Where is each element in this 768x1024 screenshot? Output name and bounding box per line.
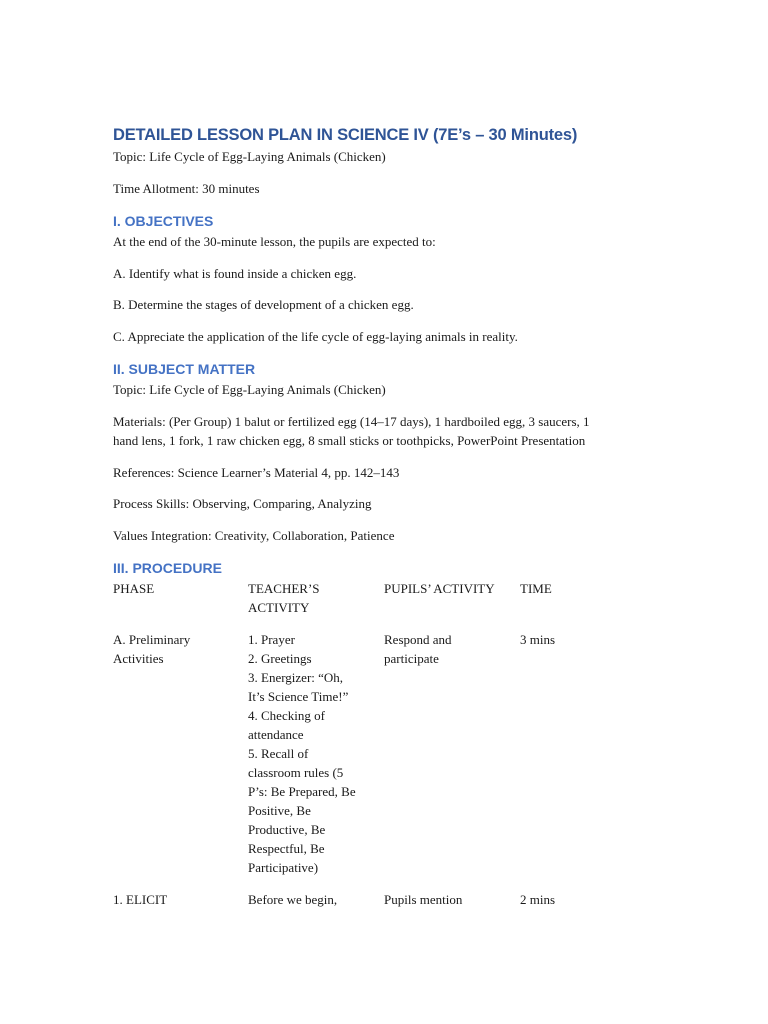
phase-line: A. Preliminary [113, 632, 191, 647]
objective-item: C. Appreciate the application of the life cycle of egg-laying animals in reality. [113, 328, 518, 344]
teacher-line: 1. Prayer [248, 632, 295, 647]
materials-line: Materials: (Per Group) 1 balut or fertilized egg (14–17 days), 1 hardboiled egg, 3 saucers, 1 [113, 413, 590, 429]
teacher-line: Respectful, Be [248, 841, 325, 856]
table-header-row [113, 579, 673, 617]
header-teacher [248, 579, 384, 617]
header-teacher-line: ACTIVITY [248, 600, 310, 615]
teacher-line: Participative) [248, 860, 319, 875]
table-row [113, 890, 673, 909]
table-row [113, 630, 673, 877]
document-title: DETAILED LESSON PLAN IN SCIENCE IV (7E’s – 30 Minutes) [113, 126, 578, 144]
materials-line: hand lens, 1 fork, 1 raw chicken egg, 8 small sticks or toothpicks, PowerPoint Presentation [113, 433, 586, 448]
pupils-line: Respond and [384, 632, 452, 647]
phase-cell [113, 630, 248, 877]
header-teacher-line: TEACHER’S [248, 581, 320, 596]
header-time: TIME [520, 581, 552, 596]
process-skills-line: Process Skills: Observing, Comparing, Analyzing [113, 496, 372, 511]
header-pupils: PUPILS’ ACTIVITY [384, 581, 495, 596]
subject-matter-heading: II. SUBJECT MATTER [113, 361, 256, 377]
pupils-activity-cell: Pupils mention [384, 892, 463, 907]
teacher-line: 2. Greetings [248, 651, 312, 666]
topic-line: Topic: Life Cycle of Egg-Laying Animals (Chicken) [113, 149, 386, 164]
teacher-line: Positive, Be [248, 803, 311, 818]
time-cell: 3 mins [520, 632, 556, 647]
phase-line: Activities [113, 651, 164, 666]
phase-cell: 1. ELICIT [113, 892, 168, 907]
teacher-activity-cell [248, 630, 384, 877]
teacher-line: 4. Checking of [248, 708, 325, 723]
document-page [113, 124, 673, 909]
teacher-line: P’s: Be Prepared, Be [248, 784, 356, 799]
pupils-activity-cell [384, 630, 520, 877]
teacher-line: attendance [248, 727, 304, 742]
teacher-line: classroom rules (5 [248, 765, 344, 780]
teacher-activity-cell: Before we begin, [248, 892, 338, 907]
pupils-line: participate [384, 651, 439, 666]
time-allotment-line: Time Allotment: 30 minutes [113, 180, 260, 196]
subject-topic-line: Topic: Life Cycle of Egg-Laying Animals (Chicken) [113, 382, 386, 397]
objectives-intro: At the end of the 30-minute lesson, the pupils are expected to: [113, 234, 436, 249]
teacher-line: 5. Recall of [248, 746, 309, 761]
header-phase: PHASE [113, 581, 155, 596]
references-line: References: Science Learner’s Material 4, pp. 142–143 [113, 464, 400, 480]
teacher-line: Productive, Be [248, 822, 326, 837]
objectives-heading: I. OBJECTIVES [113, 213, 214, 229]
time-cell: 2 mins [520, 892, 556, 907]
values-integration-line: Values Integration: Creativity, Collaboration, Patience [113, 527, 395, 543]
procedure-heading: III. PROCEDURE [113, 560, 222, 576]
teacher-line: It’s Science Time!” [248, 689, 349, 704]
objective-item: A. Identify what is found inside a chicken egg. [113, 265, 357, 281]
teacher-line: 3. Energizer: “Oh, [248, 670, 344, 685]
procedure-table [113, 579, 673, 909]
objective-item: B. Determine the stages of development of a chicken egg. [113, 297, 414, 312]
